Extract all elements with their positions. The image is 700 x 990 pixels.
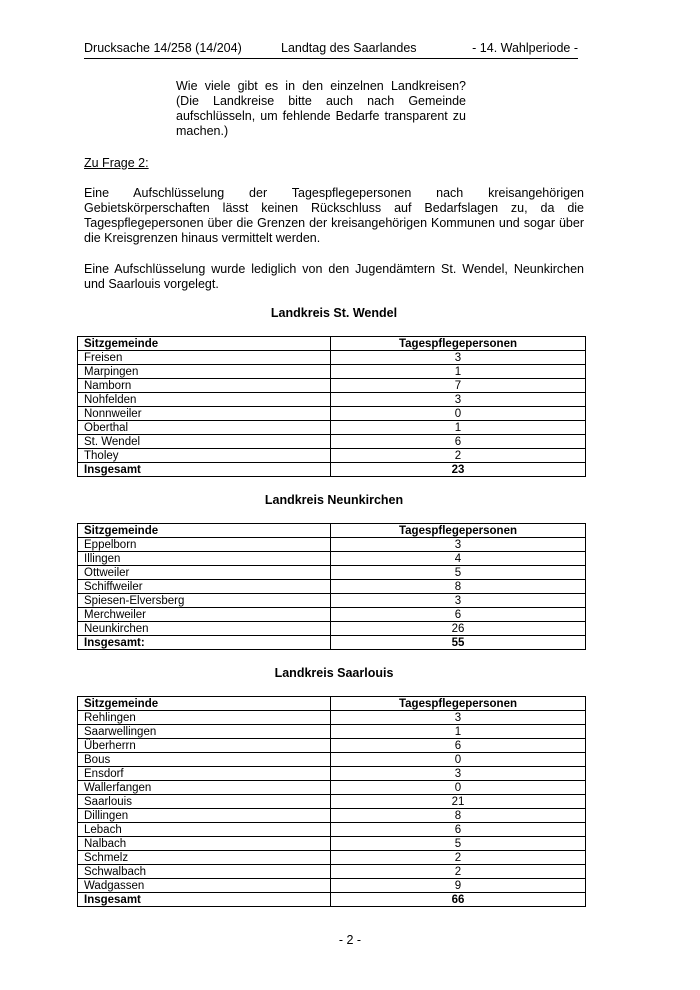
count-cell: 2 <box>331 865 586 879</box>
municipality-cell: Namborn <box>78 379 331 393</box>
page-number: - 2 - <box>338 933 362 947</box>
count-cell: 3 <box>331 594 586 608</box>
municipality-cell: Wallerfangen <box>78 781 331 795</box>
municipality-cell: Freisen <box>78 351 331 365</box>
table-row <box>78 580 586 594</box>
municipality-cell: Schiffweiler <box>78 580 331 594</box>
column-header-tagespflegepersonen: Tagespflegepersonen <box>331 524 586 538</box>
count-cell: 8 <box>331 580 586 594</box>
legislative-period: - 14. Wahlperiode - <box>472 41 578 55</box>
municipality-cell: Dillingen <box>78 809 331 823</box>
municipality-cell: Überherrn <box>78 739 331 753</box>
parliament-name: Landtag des Saarlandes <box>281 41 417 55</box>
answer-paragraph-2: Eine Aufschlüsselung wurde lediglich von den Jugendämtern St. Wendel, Neunkirchen und Saarlouis vorgelegt. <box>84 262 584 291</box>
table-row <box>78 552 586 566</box>
municipality-cell: Schmelz <box>78 851 331 865</box>
table-row <box>78 739 586 753</box>
table-row <box>78 809 586 823</box>
question-text: Wie viele gibt es in den einzelnen Landkreisen? (Die Landkreise bitte auch nach Gemeinde aufschlüsseln, um fehlende Bedarfe transparent zu machen.) <box>176 79 466 138</box>
count-cell: 8 <box>331 809 586 823</box>
table-row <box>78 865 586 879</box>
table-row <box>78 421 586 435</box>
table-total-row <box>78 636 586 650</box>
total-label: Insgesamt <box>78 893 331 907</box>
count-cell: 0 <box>331 781 586 795</box>
column-header-tagespflegepersonen: Tagespflegepersonen <box>331 337 586 351</box>
total-label: Insgesamt <box>78 463 331 477</box>
table-row <box>78 538 586 552</box>
municipality-cell: Ottweiler <box>78 566 331 580</box>
table-total-row <box>78 893 586 907</box>
table-row <box>78 795 586 809</box>
table-row <box>78 435 586 449</box>
municipality-cell: Schwalbach <box>78 865 331 879</box>
table-row <box>78 379 586 393</box>
count-cell: 3 <box>331 393 586 407</box>
total-value: 55 <box>331 636 586 650</box>
total-label: Insgesamt: <box>78 636 331 650</box>
municipality-cell: Illingen <box>78 552 331 566</box>
column-header-tagespflegepersonen: Tagespflegepersonen <box>331 697 586 711</box>
table-row <box>78 753 586 767</box>
count-cell: 0 <box>331 407 586 421</box>
table-row <box>78 711 586 725</box>
table-row <box>78 566 586 580</box>
table-row <box>78 725 586 739</box>
municipality-cell: St. Wendel <box>78 435 331 449</box>
count-cell: 9 <box>331 879 586 893</box>
municipality-cell: Merchweiler <box>78 608 331 622</box>
column-header-sitzgemeinde: Sitzgemeinde <box>78 337 331 351</box>
count-cell: 0 <box>331 753 586 767</box>
table-row <box>78 851 586 865</box>
municipality-cell: Marpingen <box>78 365 331 379</box>
document-number: Drucksache 14/258 (14/204) <box>84 41 242 55</box>
count-cell: 6 <box>331 608 586 622</box>
answer-heading: Zu Frage 2: <box>84 156 149 170</box>
municipality-cell: Nohfelden <box>78 393 331 407</box>
table-row <box>78 365 586 379</box>
count-cell: 7 <box>331 379 586 393</box>
table-row <box>78 767 586 781</box>
municipality-cell: Oberthal <box>78 421 331 435</box>
table-total-row <box>78 463 586 477</box>
count-cell: 3 <box>331 351 586 365</box>
column-header-sitzgemeinde: Sitzgemeinde <box>78 524 331 538</box>
table-row <box>78 393 586 407</box>
table-row <box>78 622 586 636</box>
table-title-neunkirchen: Landkreis Neunkirchen <box>264 493 404 507</box>
table-row <box>78 837 586 851</box>
municipality-cell: Wadgassen <box>78 879 331 893</box>
table-row <box>78 594 586 608</box>
table-row <box>78 781 586 795</box>
table-title-st-wendel: Landkreis St. Wendel <box>270 306 398 320</box>
total-value: 23 <box>331 463 586 477</box>
count-cell: 6 <box>331 435 586 449</box>
table-row <box>78 407 586 421</box>
table-row <box>78 449 586 463</box>
count-cell: 6 <box>331 823 586 837</box>
count-cell: 21 <box>331 795 586 809</box>
municipality-cell: Nonnweiler <box>78 407 331 421</box>
count-cell: 1 <box>331 365 586 379</box>
table-title-saarlouis: Landkreis Saarlouis <box>274 666 394 680</box>
table-row <box>78 879 586 893</box>
table-st-wendel <box>77 336 586 477</box>
count-cell: 5 <box>331 837 586 851</box>
municipality-cell: Spiesen-Elversberg <box>78 594 331 608</box>
answer-paragraph-1: Eine Aufschlüsselung der Tagespflegepersonen nach kreisangehörigen Gebietskörperschaften lässt keinen Rückschluss auf Bedarfslagen zu, da die Tagespflegepersonen über die Grenzen der kreisangehörigen Kommunen und sogar über die Kreisgrenzen hinaus vermittelt werden. <box>84 186 584 245</box>
count-cell: 1 <box>331 421 586 435</box>
municipality-cell: Rehlingen <box>78 711 331 725</box>
table-row <box>78 823 586 837</box>
table-header-row <box>78 337 586 351</box>
table-row <box>78 351 586 365</box>
municipality-cell: Bous <box>78 753 331 767</box>
municipality-cell: Eppelborn <box>78 538 331 552</box>
count-cell: 1 <box>331 725 586 739</box>
table-header-row <box>78 697 586 711</box>
page-header <box>84 40 578 59</box>
count-cell: 5 <box>331 566 586 580</box>
municipality-cell: Nalbach <box>78 837 331 851</box>
count-cell: 3 <box>331 767 586 781</box>
count-cell: 6 <box>331 739 586 753</box>
count-cell: 2 <box>331 449 586 463</box>
table-header-row <box>78 524 586 538</box>
count-cell: 2 <box>331 851 586 865</box>
total-value: 66 <box>331 893 586 907</box>
table-saarlouis <box>77 696 586 907</box>
count-cell: 3 <box>331 711 586 725</box>
municipality-cell: Ensdorf <box>78 767 331 781</box>
count-cell: 4 <box>331 552 586 566</box>
municipality-cell: Tholey <box>78 449 331 463</box>
municipality-cell: Lebach <box>78 823 331 837</box>
column-header-sitzgemeinde: Sitzgemeinde <box>78 697 331 711</box>
table-row <box>78 608 586 622</box>
count-cell: 26 <box>331 622 586 636</box>
count-cell: 3 <box>331 538 586 552</box>
table-neunkirchen <box>77 523 586 650</box>
municipality-cell: Neunkirchen <box>78 622 331 636</box>
municipality-cell: Saarlouis <box>78 795 331 809</box>
municipality-cell: Saarwellingen <box>78 725 331 739</box>
